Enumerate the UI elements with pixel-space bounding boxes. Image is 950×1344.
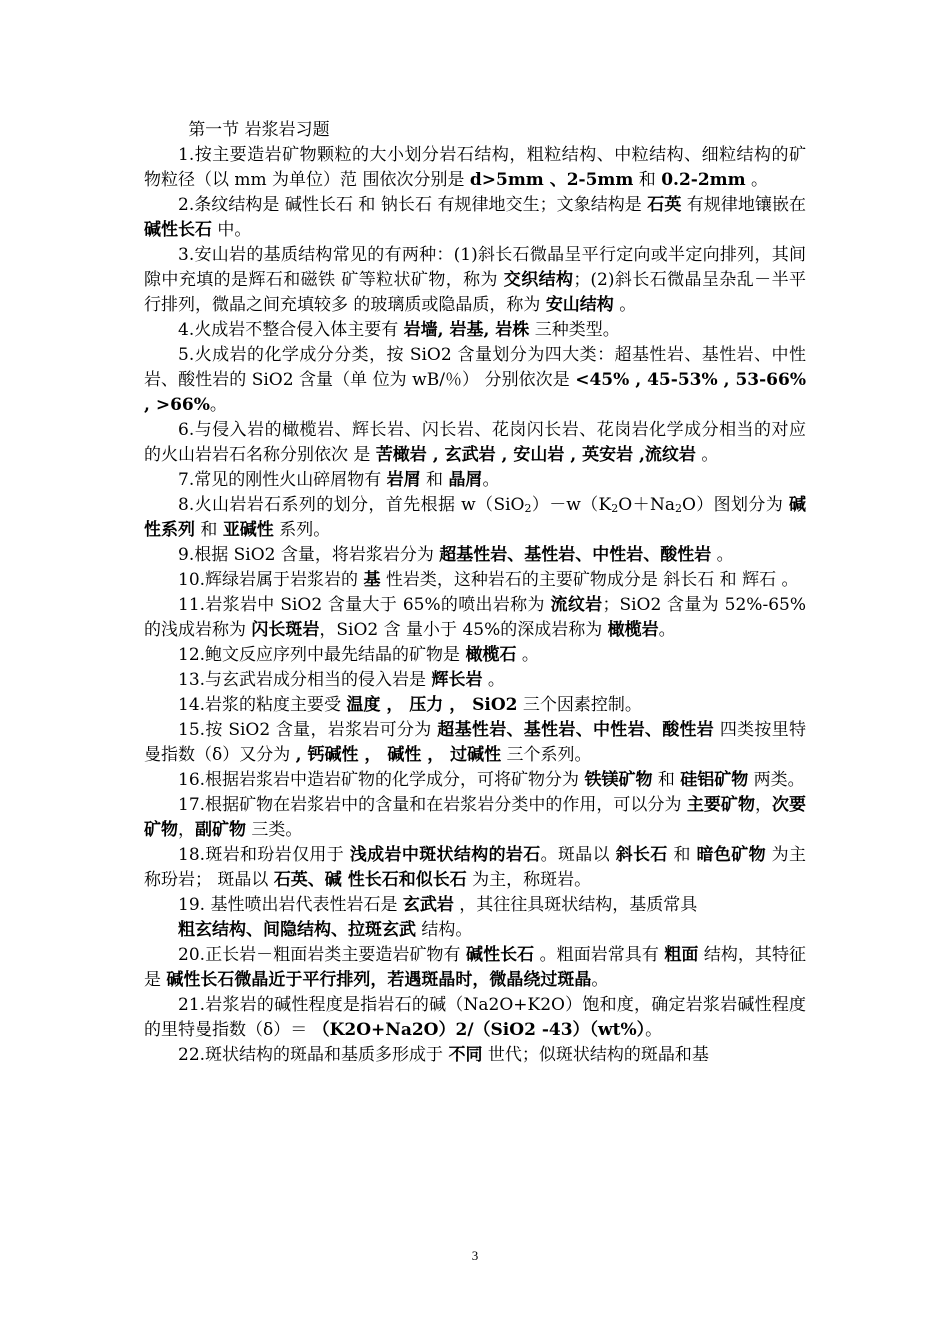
question-21: 21.岩浆岩的碱性程度是指岩石的碱（Na2O+K2O）饱和度，确定岩浆岩碱性程度的里特曼指数（δ）＝ （K2O+Na2O）2/（SiO2 -43）（wt%）。 (144, 995, 806, 1040)
question-3: 3.安山岩的基质结构常见的有两种：(1)斜长石微晶呈平行定向或半定向排列，其间隙中充填的是辉石和磁铁 矿等粒状矿物，称为 交织结构；(2)斜长石微晶呈杂乱－半平行排列，微晶之间充填较多 的玻璃质或隐晶质，称为 安山结构 。 (144, 245, 806, 315)
question-6: 6.与侵入岩的橄榄岩、辉长岩、闪长岩、花岗闪长岩、花岗岩化学成分相当的对应的火山岩岩石名称分别依次 是 苦橄岩 , 玄武岩 , 安山岩 , 英安岩 ,流纹岩 。 (144, 420, 806, 465)
question-15: 15.按 SiO2 含量，岩浆岩可分为 超基性岩、基性岩、中性岩、酸性岩 四类按里特曼指数（δ）又分为 , 钙碱性 ， 碱性 ， 过碱性 三个系列。 (144, 720, 807, 765)
question-13: 13.与玄武岩成分相当的侵入岩是 辉长岩 。 (178, 670, 505, 690)
question-17: 17.根据矿物在岩浆岩中的含量和在岩浆岩分类中的作用，可以分为 主要矿物，次要矿物，副矿物 三类。 (144, 795, 806, 840)
question-9: 9.根据 SiO2 含量，将岩浆岩分为 超基性岩、基性岩、中性岩、酸性岩 。 (178, 545, 734, 565)
question-18: 18.斑岩和玢岩仅用于 浅成岩中斑状结构的岩石。斑晶以 斜长石 和 暗色矿物 为主称玢岩； 斑晶以 石英、碱 性长石和似长石 为主，称斑岩。 (144, 845, 807, 890)
question-12: 12.鲍文反应序列中最先结晶的矿物是 橄榄石 。 (178, 645, 539, 665)
question-14: 14.岩浆的粘度主要受 温度 ， 压力 ， SiO2 三个因素控制。 (178, 695, 642, 715)
question-8: 8.火山岩岩石系列的划分，首先根据 $w(SiO_2)-w(K_2O+Na_2O)$图划分为 碱性系列 和 亚碱性 系列。 (144, 495, 806, 540)
page-number: 3 (471, 1248, 479, 1263)
question-2: 2.条纹结构是 碱性长石 和 钠长石 有规律地交生；文象结构是 石英 有规律地镶嵌在 碱性长石 中。 (144, 195, 806, 240)
question-20: 20.正长岩－粗面岩类主要造岩矿物有 碱性长石 。粗面岩常具有 粗面 结构，其特征是 碱性长石微晶近于平行排列，若遇斑晶时，微晶绕过斑晶。 (144, 945, 807, 990)
question-5: 5.火成岩的化学成分分类，按 SiO2 含量划分为四大类：超基性岩、基性岩、中性岩、酸性岩的 SiO2 含量（单 位为 wB/％） 分别依次是 <45% , 45-53% , 53-66% , >66%。 (144, 345, 806, 415)
document-body (144, 118, 806, 1068)
question-7: 7.常见的刚性火山碎屑物有 岩屑 和 晶屑。 (178, 470, 500, 490)
question-4: 4.火成岩不整合侵入体主要有 岩墙, 岩基, 岩株 三种类型。 (178, 320, 620, 340)
question-10: 10.辉绿岩属于岩浆岩的 基 性岩类，这种岩石的主要矿物成分是 斜长石 和 辉石 。 (178, 570, 799, 590)
question-19-cont: 粗玄结构、间隐结构、拉斑玄武 结构。 (178, 920, 473, 940)
question-19: 19. 基性喷出岩代表性岩石是 玄武岩 ，其往往具斑状结构，基质常具 (178, 895, 698, 915)
question-11: 11.岩浆岩中 SiO2 含量大于 65%的喷出岩称为 流纹岩；SiO2 含量为 52%-65%的浅成岩称为 闪长斑岩，SiO2 含 量小于 45%的深成岩称为 橄榄岩。 (144, 595, 806, 640)
question-1: 1.按主要造岩矿物颗粒的大小划分岩石结构，粗粒结构、中粒结构、细粒结构的矿物粒径（以 mm 为单位）范 围依次分别是 d>5mm 、2-5mm 和 0.2-2mm 。 (144, 145, 806, 190)
question-16: 16.根据岩浆岩中造岩矿物的化学成分，可将矿物分为 铁镁矿物 和 硅铝矿物 两类。 (178, 770, 805, 790)
section-title: 第一节 岩浆岩习题 (188, 120, 330, 140)
question-22: 22.斑状结构的斑晶和基质多形成于 不同 世代；似斑状结构的斑晶和基 (178, 1045, 709, 1065)
